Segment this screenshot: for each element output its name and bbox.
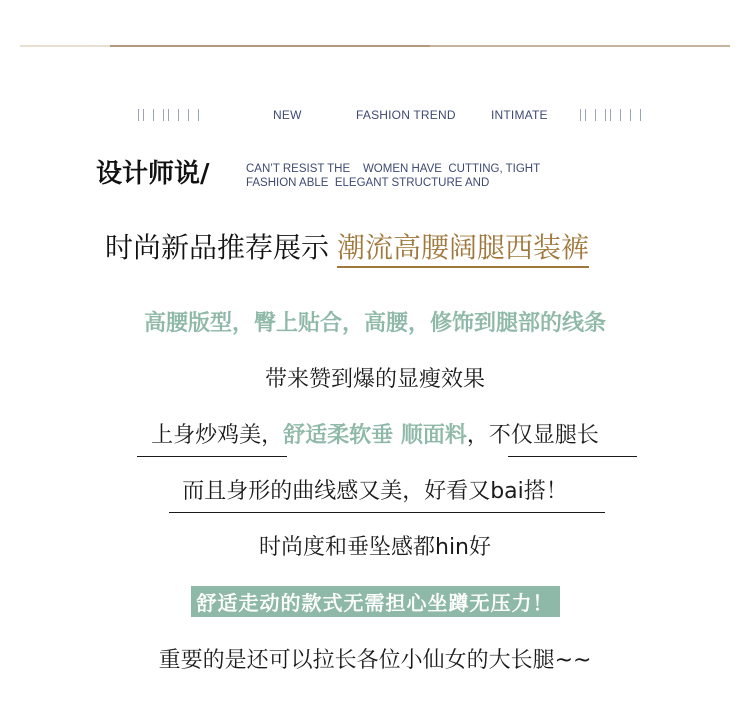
underline-right [508, 456, 637, 457]
copy-line-4: 而且身形的曲线感又美，好看又bai搭！ [182, 479, 568, 504]
designer-subtitle-line2: FASHION ABLE ELEGANT STRUCTURE AND [246, 177, 490, 189]
copy-line-3 [0, 418, 750, 449]
banner: 舒适走动的款式无需担心坐蹲无压力！ [191, 586, 560, 617]
divider-segment [430, 45, 730, 47]
copy-line-3-a: 上身炒鸡美， [151, 423, 284, 448]
designer-title: 设计师说/ [96, 159, 210, 189]
nav-item-fashion-trend: FASHION TREND [356, 108, 456, 122]
copy-line-7: 重要的是还可以拉长各位小仙女的大长腿~~ [158, 648, 592, 673]
headline-accent: 潮流高腰阔腿西装裤 [337, 231, 589, 268]
divider-segment [20, 45, 110, 47]
top-divider [0, 45, 750, 47]
decor-bars-left [138, 108, 199, 122]
underline-line-4 [169, 512, 605, 513]
designer-subtitle-line1: CAN’T RESIST THE WOMEN HAVE CUTTING, TIGHT [246, 163, 541, 175]
headline-main: 时尚新品推荐展示 [105, 231, 330, 264]
banner-row [0, 586, 750, 617]
copy-line-5: 时尚度和垂坠感都hin好 [259, 535, 491, 560]
copy-line-1: 高腰版型，臀上贴合，高腰，修饰到腿部的线条 [143, 311, 606, 336]
copy-line-2: 带来赞到爆的显瘦效果 [264, 367, 485, 392]
copy-line-3-b: 舒适柔软垂 顺面料 [283, 423, 467, 448]
underline-left [137, 456, 287, 457]
decor-bars-right [580, 108, 641, 122]
nav-item-intimate: INTIMATE [491, 108, 548, 122]
divider-segment [110, 45, 430, 47]
copy-line-3-c: ，不仅显腿长 [466, 423, 599, 448]
designer-subtitle [246, 162, 540, 190]
nav-item-new: NEW [273, 108, 302, 122]
headline [105, 226, 589, 266]
